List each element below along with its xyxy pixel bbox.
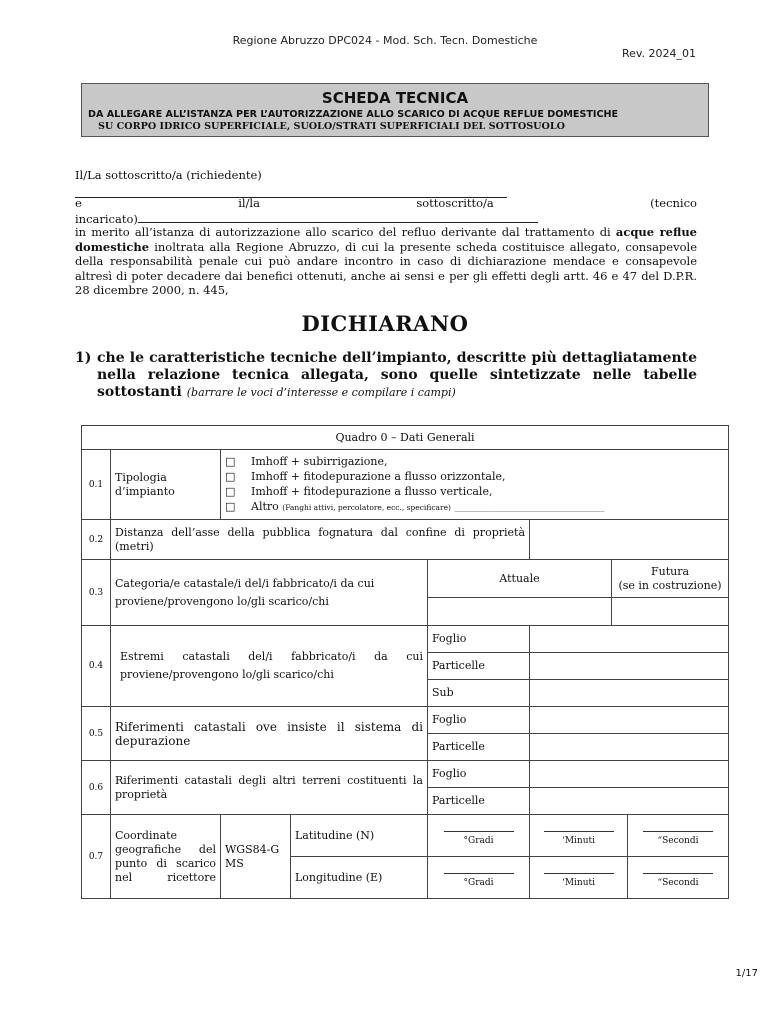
- checkbox-icon[interactable]: □: [225, 485, 236, 498]
- row-number: 0.7: [82, 815, 111, 899]
- option-fito-verticale[interactable]: [225, 484, 724, 499]
- sub-label: Sub: [428, 680, 530, 707]
- foglio-label: Foglio: [428, 707, 530, 734]
- futura-header: [612, 560, 729, 598]
- latitudine-label: Latitudine (N): [291, 815, 428, 857]
- item-1-note: (barrare le voci d’interesse e compilare i campi): [186, 386, 456, 399]
- distanza-field[interactable]: [530, 520, 729, 560]
- item-1-text: [97, 350, 697, 401]
- row-number: 0.2: [82, 520, 111, 560]
- futura-label: Futura: [650, 564, 690, 578]
- option-fito-orizzontale[interactable]: [225, 469, 724, 484]
- gradi-label: °Gradi: [463, 878, 494, 888]
- longitudine-label: Longitudine (E): [291, 857, 428, 899]
- lon-minuti-field[interactable]: [530, 857, 628, 899]
- word-e: e: [75, 196, 82, 210]
- lat-minuti-field[interactable]: [530, 815, 628, 857]
- option-label: Altro: [251, 500, 279, 513]
- form-subtitle-2: SU CORPO IDRICO SUPERFICIALE, SUOLO/STRATI SUPERFICIALI DEL SOTTOSUOLO: [98, 121, 565, 132]
- tipologia-label: Tipologia d’impianto: [111, 450, 221, 520]
- row-number: 0.6: [82, 761, 111, 815]
- option-altro-note: (Fanghi attivi, percolatore, ecc., specificare): [282, 503, 451, 512]
- gradi-label: °Gradi: [463, 836, 494, 846]
- checkbox-icon[interactable]: □: [225, 500, 236, 513]
- lat-gradi-field[interactable]: [428, 815, 530, 857]
- particelle-label: Particelle: [428, 734, 530, 761]
- tipologia-options: [221, 450, 729, 520]
- row-number: 0.1: [82, 450, 111, 520]
- riferimenti-terreni-label: Riferimenti catastali degli altri terreni costituenti la proprietà: [111, 761, 428, 815]
- particelle-field[interactable]: [530, 653, 729, 680]
- dichiarano-heading: DICHIARANO: [301, 311, 469, 336]
- secondi-label: “Secondi: [657, 836, 699, 846]
- item-number: 1): [75, 350, 92, 366]
- secondi-label: “Secondi: [657, 878, 699, 888]
- table-title: Quadro 0 – Dati Generali: [82, 426, 729, 450]
- categoria-label: Categoria/e catastale/i del/i fabbricato/i da cui proviene/provengono lo/gli scarico/chi: [111, 560, 428, 626]
- word-illa: il/la: [238, 196, 260, 210]
- particelle-field[interactable]: [530, 734, 729, 761]
- minuti-label: ‘Minuti: [561, 878, 596, 888]
- option-label: Imhoff + fitodepurazione a flusso verticale,: [251, 485, 493, 498]
- form-title: SCHEDA TECNICA: [321, 89, 469, 107]
- minuti-label: ‘Minuti: [561, 836, 596, 846]
- form-subtitle-1: DA ALLEGARE ALL’ISTANZA PER L’AUTORIZZAZIONE ALLO SCARICO DI ACQUE REFLUE DOMESTICHE: [88, 109, 619, 120]
- coordinate-system: WGS84-GMS: [221, 815, 291, 899]
- intro-line-tecnico: [75, 196, 697, 211]
- revision-label: Rev. 2024_01: [621, 47, 696, 60]
- intro-line-4: in merito all’istanza di autorizzazione allo scarico del refluo derivante dal trattamento di: [75, 225, 611, 239]
- intro-line-6: costituisce allegato, consapevole della responsabilità penale cui può andare incontro in caso di dichiarazione mendace e consapevole altresì di poter decadere dai benefici ottenuti, anche ai sensi e per gli effetti degli artt. 46 e 47 del D.P.R. 28 dicembre 2000, n. 445,: [75, 239, 697, 297]
- intro-line-richiedente: Il/La sottoscritto/a (richiedente): [75, 168, 262, 182]
- row-number: 0.5: [82, 707, 111, 761]
- document-header: Regione Abruzzo DPC024 - Mod. Sch. Tecn. Domestiche: [232, 34, 538, 47]
- foglio-field[interactable]: [530, 761, 729, 788]
- attuale-header: Attuale: [428, 560, 612, 598]
- item-1-bold: che le caratteristiche tecniche dell’impianto, descritte più dettagliatamente nella relazione tecnica allegata, sono quelle sintetizzate nelle tabelle sottostanti: [97, 350, 697, 400]
- foglio-label: Foglio: [428, 761, 530, 788]
- futura-field[interactable]: [612, 598, 729, 626]
- checkbox-icon[interactable]: □: [225, 470, 236, 483]
- option-altro[interactable]: [225, 499, 724, 515]
- foglio-field[interactable]: [530, 626, 729, 653]
- particelle-label: Particelle: [428, 653, 530, 680]
- distanza-label: Distanza dell’asse della pubblica fognatura dal confine di proprietà (metri): [111, 520, 530, 560]
- intro-paragraph: [75, 225, 697, 298]
- intro-bold-acque: acque reflue domestiche: [75, 225, 697, 254]
- title-box: [81, 83, 709, 137]
- foglio-label: Foglio: [428, 626, 530, 653]
- lat-secondi-field[interactable]: [628, 815, 729, 857]
- sub-field[interactable]: [530, 680, 729, 707]
- option-label: Imhoff + subirrigazione,: [251, 455, 388, 468]
- coordinate-label: Coordinate geografiche del punto di scarico nel ricettore: [111, 815, 221, 899]
- lon-secondi-field[interactable]: [628, 857, 729, 899]
- option-label: Imhoff + fitodepurazione a flusso orizzontale,: [251, 470, 506, 483]
- word-incaricato: incaricato): [75, 212, 138, 226]
- row-number: 0.4: [82, 626, 111, 707]
- option-imhoff-subirrigazione[interactable]: [225, 454, 724, 469]
- lon-gradi-field[interactable]: [428, 857, 530, 899]
- row-number: 0.3: [82, 560, 111, 626]
- intro-line-5: inoltrata alla Regione Abruzzo, di cui la presente scheda: [149, 239, 497, 254]
- quadro-0-table: [81, 425, 729, 899]
- word-sottoscritto: sottoscritto/a: [416, 196, 494, 210]
- estremi-label: Estremi catastali del/i fabbricato/i da cui proviene/provengono lo/gli scarico/chi: [111, 626, 428, 707]
- tecnico-blank-line[interactable]: [138, 211, 538, 223]
- word-tecnico: (tecnico: [650, 196, 697, 210]
- foglio-field[interactable]: [530, 707, 729, 734]
- checkbox-icon[interactable]: □: [225, 455, 236, 468]
- altro-blank-line[interactable]: ________________________________________: [454, 503, 605, 512]
- page-number: 1/17: [735, 968, 758, 979]
- attuale-field[interactable]: [428, 598, 612, 626]
- futura-sublabel: (se in costruzione): [618, 578, 722, 592]
- particelle-field[interactable]: [530, 788, 729, 815]
- riferimenti-depurazione-label: Riferimenti catastali ove insiste il sistema di depurazione: [111, 707, 428, 761]
- particelle-label: Particelle: [428, 788, 530, 815]
